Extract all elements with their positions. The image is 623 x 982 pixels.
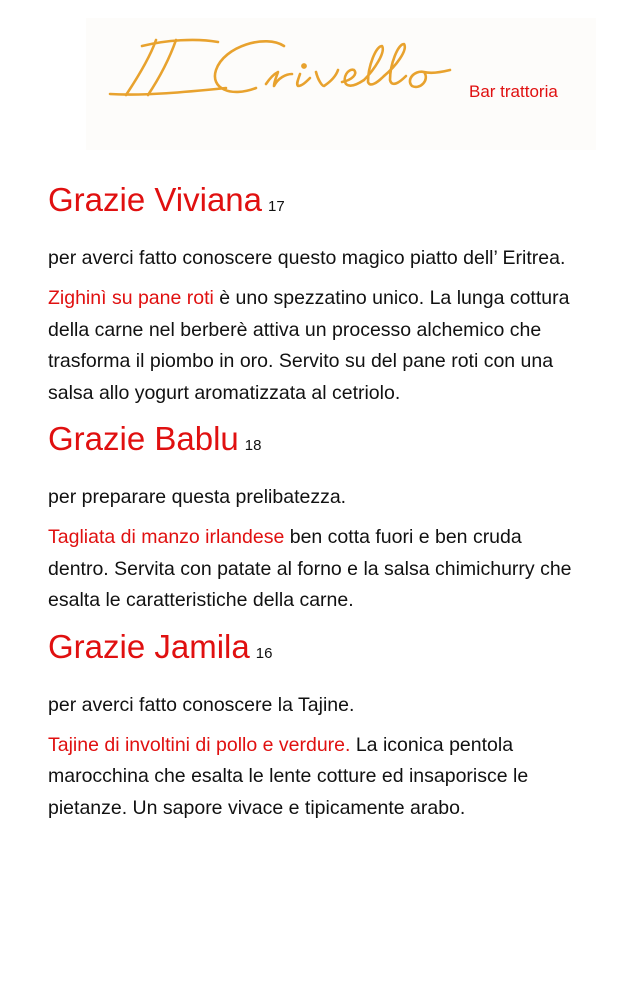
dish-description — [48, 522, 583, 617]
price: 17 — [268, 198, 285, 215]
price: 18 — [244, 437, 262, 454]
header — [86, 18, 596, 150]
dish-name: Tajine di involtini di pollo e verdure. — [48, 733, 351, 756]
section-title-text: Grazie Bablu — [48, 420, 239, 457]
price: 16 — [255, 644, 273, 662]
section-intro: per averci fatto conoscere questo magico piatto dell’ Eritrea. — [48, 247, 566, 269]
section-intro: per preparare questa prelibatezza. — [48, 486, 347, 508]
menu-section-bablu — [48, 417, 583, 617]
section-intro: per averci fatto conoscere la Tajine. — [48, 693, 355, 716]
section-title-text: Grazie Jamila — [48, 627, 250, 665]
dish-name: Zighinì su pane roti — [48, 287, 214, 309]
dish-description-text: ben cotta fuori e ben cruda dentro. Servita con patate al forno e la salsa chimichurry che esalta le caratteristiche della carne. — [48, 526, 572, 611]
dish-description — [48, 283, 583, 409]
tagline: Bar trattoria — [469, 82, 558, 101]
section-title — [48, 417, 583, 468]
section-title-text: Grazie Viviana — [48, 181, 263, 218]
menu-section-jamila — [48, 625, 583, 825]
menu-content — [48, 178, 583, 824]
il-crivello-logo — [106, 32, 476, 102]
dish-description-text: La iconica pentola marocchina che esalta le lente cotture ed insaporisce le pietanze. Un sapore vivace e tipicamente arabo. — [48, 733, 529, 819]
menu-section-viviana — [48, 178, 583, 409]
section-title — [48, 178, 583, 229]
dish-description — [48, 730, 583, 825]
dish-description-text: è uno spezzatino unico. La lunga cottura della carne nel berberè attiva un processo alchemico che trasforma il piombo in oro. Servito su del pane roti con una salsa allo yogurt aromatizzata al cetriolo. — [48, 287, 570, 404]
dish-name: Tagliata di manzo irlandese — [48, 526, 285, 548]
section-title — [48, 625, 583, 676]
